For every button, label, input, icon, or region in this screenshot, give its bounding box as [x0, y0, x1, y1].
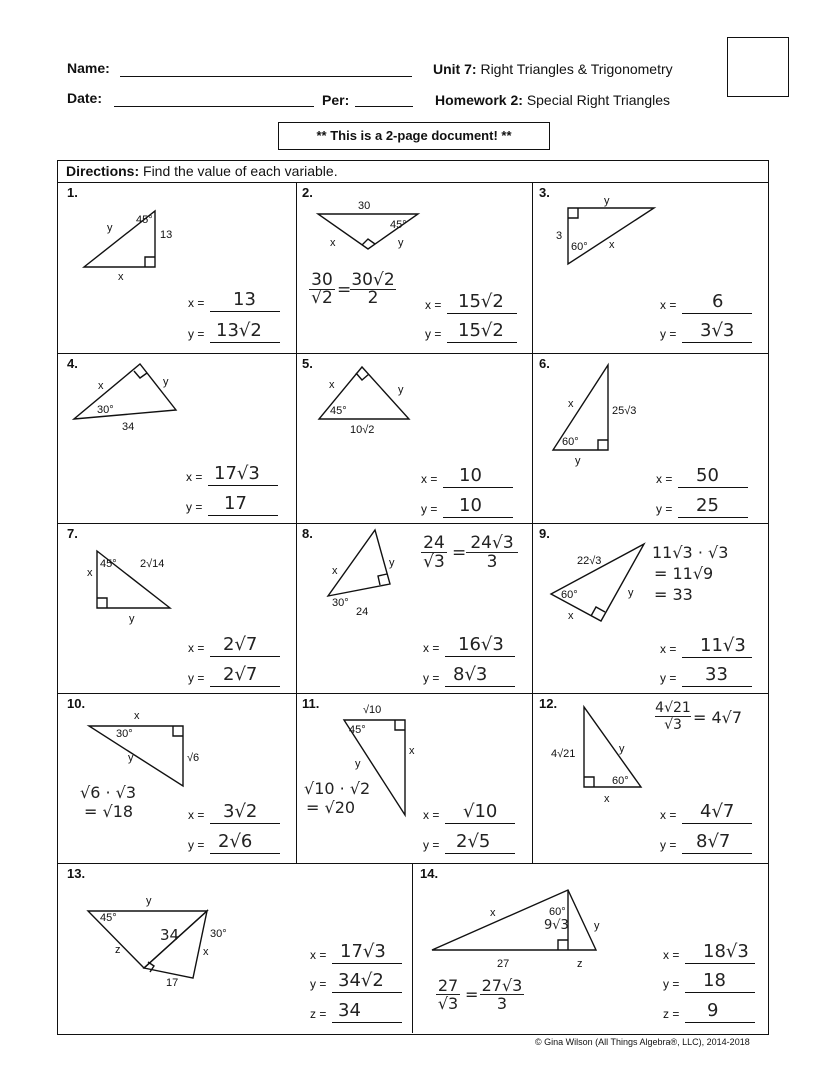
problem-number: 9.: [539, 526, 550, 541]
answer-y[interactable]: y = 2√6: [188, 832, 280, 854]
answer-x[interactable]: x = 11√3: [660, 636, 752, 658]
problem-number: 8.: [302, 526, 313, 541]
problem-number: 14.: [420, 866, 439, 881]
answer-z[interactable]: z = 9: [663, 1001, 755, 1023]
answer-x[interactable]: x = 16√3: [423, 635, 515, 657]
problem-number: 12.: [539, 696, 558, 711]
answer-y[interactable]: y = 8√3: [423, 665, 515, 687]
answer-y[interactable]: y = 3√3: [660, 321, 752, 343]
answer-x[interactable]: x = 17√3: [186, 464, 278, 486]
problem-number: 10.: [67, 696, 86, 711]
answer-x[interactable]: x = 10: [421, 466, 513, 488]
triangle-8: [328, 530, 390, 596]
answer-y[interactable]: y = 2√7: [188, 665, 280, 687]
problem-number: 4.: [67, 356, 78, 371]
work-fraction: 24 √3: [421, 534, 447, 571]
answer-y[interactable]: y = 18: [663, 971, 755, 993]
directions: Directions: Find the value of each variable.: [66, 163, 338, 179]
answer-y[interactable]: y = 17: [186, 494, 278, 516]
problem-number: 7.: [67, 526, 78, 541]
answer-y[interactable]: y = 8√7: [660, 832, 752, 854]
answer-x[interactable]: x = 2√7: [188, 635, 280, 657]
per-label: Per:: [322, 92, 350, 108]
answer-y[interactable]: y = 10: [421, 496, 513, 518]
answer-x[interactable]: x = 15√2: [425, 292, 517, 314]
work-fraction: 30 √2: [309, 272, 335, 307]
problem-number: 3.: [539, 185, 550, 200]
answer-x[interactable]: x = 50: [656, 466, 748, 488]
triangle-14: [432, 890, 596, 950]
homework-title: Homework 2: Special Right Triangles: [435, 92, 670, 108]
answer-y[interactable]: y = 34√2: [310, 971, 402, 993]
answer-x[interactable]: x = 4√7: [660, 802, 752, 824]
answer-x[interactable]: x = 18√3: [663, 942, 755, 964]
triangle-3: [568, 208, 654, 264]
answer-z[interactable]: z = 34: [310, 1001, 402, 1023]
date-label: Date:: [67, 90, 103, 106]
name-label: Name:: [67, 60, 110, 76]
work-fraction: 27 √3: [437, 976, 459, 1013]
answer-x[interactable]: x = 3√2: [188, 802, 280, 824]
triangle-4: [74, 364, 176, 419]
answer-y[interactable]: y = 13√2: [188, 321, 282, 343]
problem-number: 13.: [67, 866, 86, 881]
answer-x[interactable]: x = 17√3: [310, 942, 402, 964]
answer-y[interactable]: y = 15√2: [425, 321, 517, 343]
copyright-footer: © Gina Wilson (All Things Algebra®, LLC), 2014-2018: [535, 1037, 750, 1047]
problem-number: 2.: [302, 185, 313, 200]
triangle-10: [89, 726, 183, 786]
problem-number: 11.: [302, 696, 320, 711]
work-fraction: 4√21 √3: [655, 700, 691, 733]
answer-x[interactable]: x = 13: [188, 290, 282, 312]
answer-y[interactable]: y = 33: [660, 665, 752, 687]
answer-x[interactable]: x = 6: [660, 292, 752, 314]
problem-number: 6.: [539, 356, 550, 371]
answer-y[interactable]: y = 2√5: [423, 832, 515, 854]
unit-title: Unit 7: Right Triangles & Trigonometry: [433, 61, 673, 77]
notice-box: ** This is a 2-page document! **: [278, 122, 550, 150]
answer-y[interactable]: y = 25: [656, 496, 748, 518]
problem-number: 5.: [302, 356, 313, 371]
answer-x[interactable]: x = √10: [423, 802, 515, 824]
problem-number: 1.: [67, 185, 78, 200]
